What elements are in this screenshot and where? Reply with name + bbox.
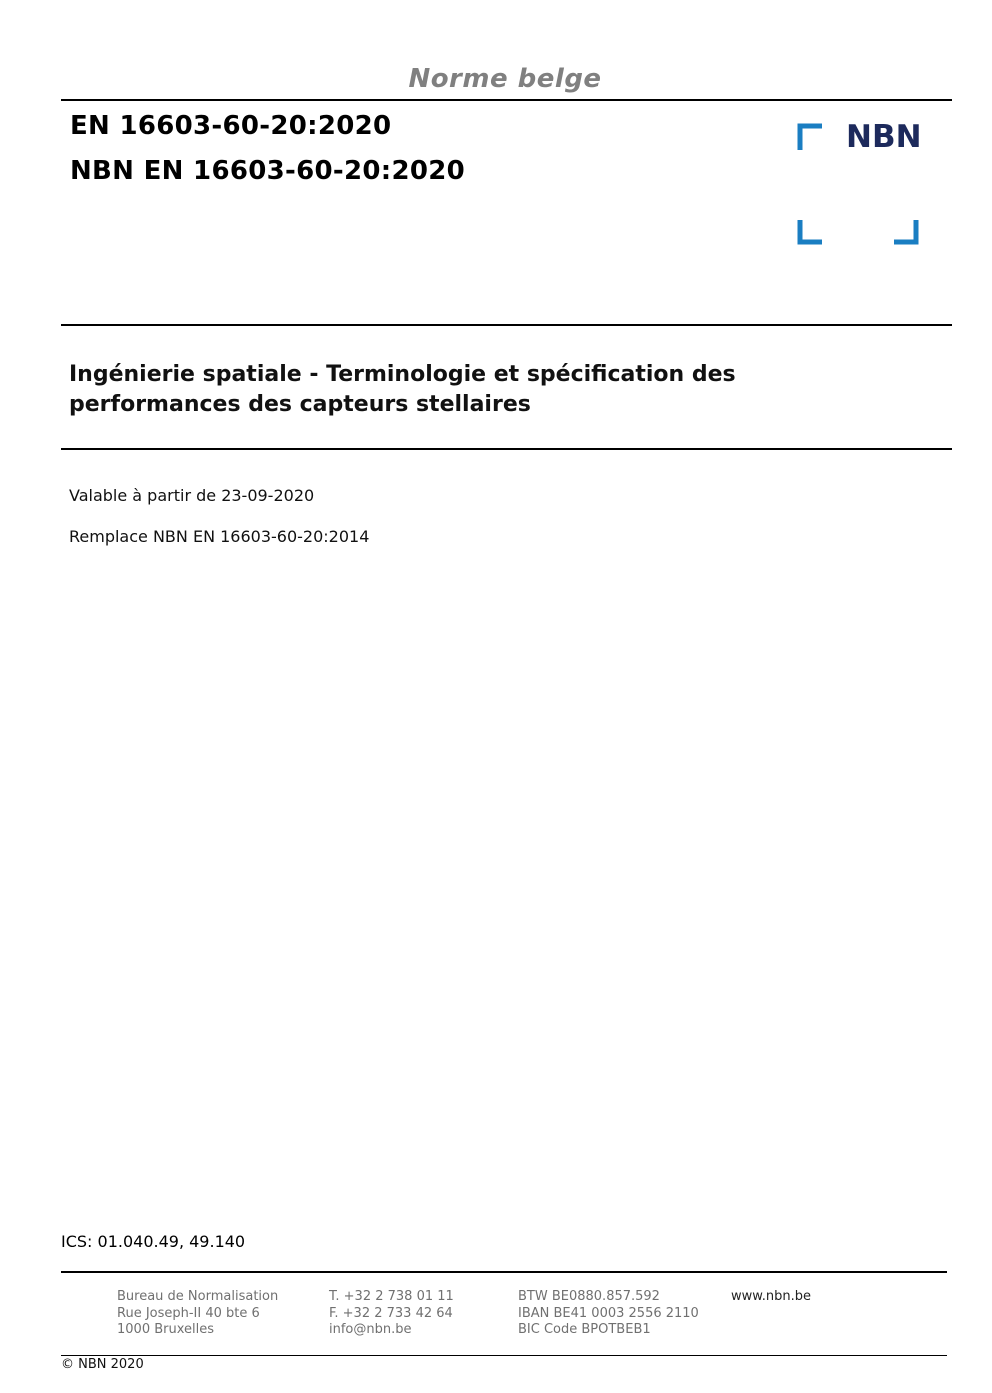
footer-fax: F. +32 2 733 42 64: [329, 1305, 453, 1321]
en-standard-code: EN 16603-60-20:2020: [70, 111, 392, 141]
nbn-logo-text: NBN: [846, 119, 922, 155]
footer-bic: BIC Code BPOTBEB1: [518, 1322, 651, 1337]
header-label: Norme belge: [408, 64, 602, 94]
footer-bottom-rule: [61, 1355, 947, 1356]
footer-phone: T. +32 2 738 01 11: [329, 1289, 454, 1304]
footer-web: [731, 1289, 811, 1306]
valid-from: Valable à partir de 23-09-2020: [69, 486, 315, 505]
top-rule: [61, 99, 952, 101]
title-bottom-rule: [61, 448, 952, 450]
replaces: Remplace NBN EN 16603-60-20:2014: [69, 527, 370, 546]
footer-address-line3: 1000 Bruxelles: [117, 1322, 215, 1337]
nbn-standard-code: NBN EN 16603-60-20:2020: [70, 156, 466, 186]
footer-address-line2: Rue Joseph-II 40 bte 6: [117, 1305, 260, 1321]
logo-bracket-bottom-left: [800, 220, 822, 242]
ics-codes: ICS: 01.040.49, 49.140: [61, 1232, 246, 1251]
document-title-line2: performances des capteurs stellaires: [69, 392, 531, 417]
copyright: © NBN 2020: [61, 1357, 144, 1372]
footer-contact: [329, 1289, 454, 1339]
logo-bracket-top-left: [800, 126, 822, 150]
title-top-rule: [61, 324, 952, 326]
document-title: [69, 360, 929, 420]
document-title-line1: Ingénierie spatiale - Terminologie et spécification des: [69, 362, 736, 387]
footer-vat: BTW BE0880.857.592: [518, 1289, 660, 1304]
logo-bracket-bottom-right: [894, 220, 916, 242]
footer-website-link[interactable]: www.nbn.be: [731, 1289, 811, 1304]
footer-bank: [518, 1289, 699, 1339]
footer-address: [117, 1289, 278, 1339]
footer-iban: IBAN BE41 0003 2556 2110: [518, 1305, 699, 1321]
footer-address-line1: Bureau de Normalisation: [117, 1289, 279, 1304]
footer-top-rule: [61, 1271, 947, 1273]
footer-email[interactable]: info@nbn.be: [329, 1322, 412, 1337]
